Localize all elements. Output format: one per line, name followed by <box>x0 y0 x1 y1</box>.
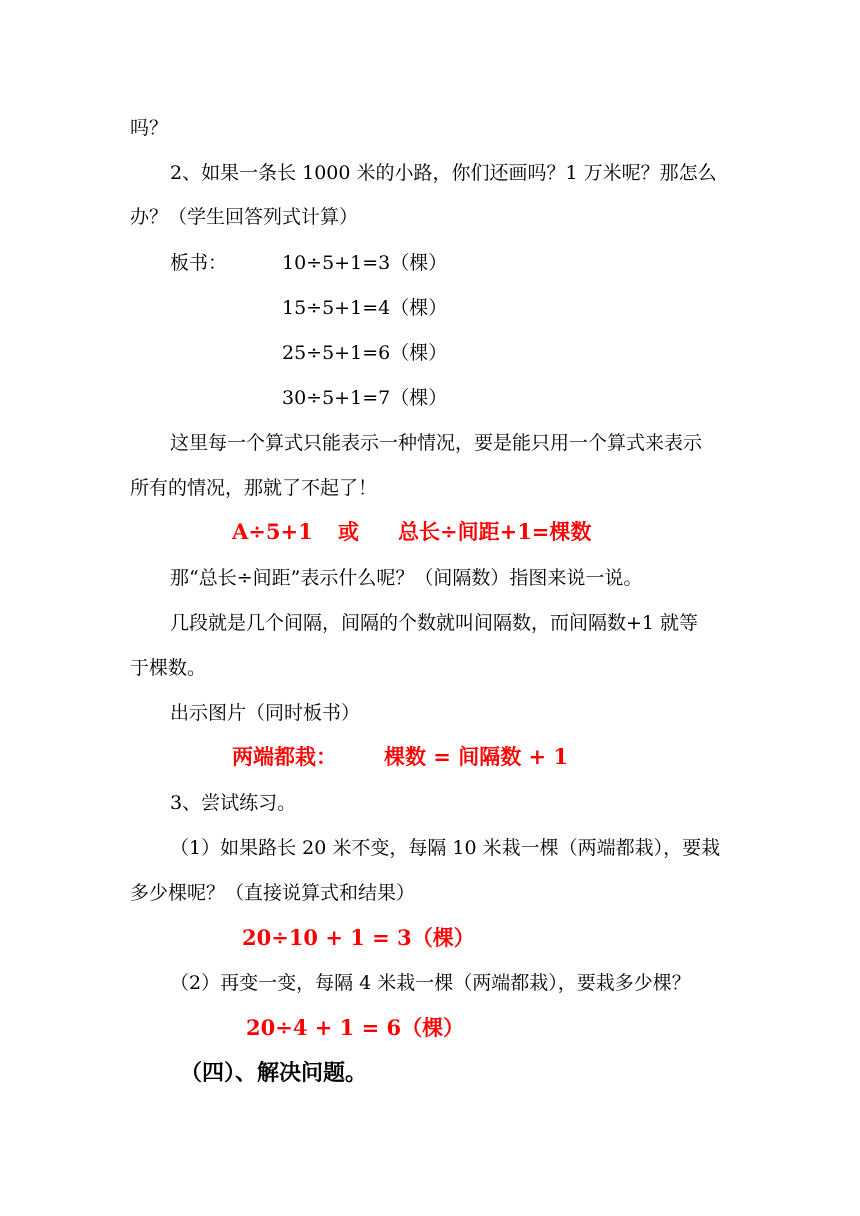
answer-1: 20÷10 + 1 = 3（棵） <box>242 925 475 950</box>
text-line: 2、如果一条长 1000 米的小路，你们还画吗？1 万米呢？那怎么 <box>170 162 717 184</box>
text-line: 吗？ <box>130 117 169 139</box>
rule-formula: 棵数 = 间隔数 + 1 <box>384 744 569 769</box>
text-line: 那“总长÷间距”表示什么呢？（间隔数）指图来说一说。 <box>170 567 643 589</box>
equation: 10÷5+1=3（棵） <box>282 252 448 274</box>
text-line: 几段就是几个间隔，间隔的个数就叫间隔数，而间隔数+1 就等 <box>170 612 699 634</box>
formula-b: 总长÷间距+1=棵数 <box>398 519 592 544</box>
text-line: 多少棵呢？（直接说算式和结果） <box>130 882 416 904</box>
text-line: 3、尝试练习。 <box>170 792 297 814</box>
equation: 15÷5+1=4（棵） <box>282 297 448 319</box>
text-line: 这里每一个算式只能表示一种情况，要是能只用一个算式来表示 <box>170 432 703 454</box>
formula-or: 或 <box>338 519 359 544</box>
rule-label: 两端都栽： <box>232 744 337 769</box>
text-line: 办？（学生回答列式计算） <box>130 206 359 228</box>
text-line: 于棵数。 <box>130 657 207 679</box>
board-label: 板书： <box>170 252 228 274</box>
equation: 30÷5+1=7（棵） <box>282 387 448 409</box>
text-line: （1）如果路长 20 米不变，每隔 10 米栽一棵（两端都栽），要栽 <box>170 837 721 859</box>
equation: 25÷5+1=6（棵） <box>282 342 448 364</box>
text-line: 出示图片（同时板书） <box>170 702 361 724</box>
section-heading: （四）、解决问题。 <box>180 1060 368 1086</box>
text-line: （2）再变一变，每隔 4 米栽一棵（两端都栽），要栽多少棵？ <box>170 972 691 994</box>
text-line: 所有的情况，那就了不起了！ <box>130 477 378 499</box>
answer-2: 20÷4 + 1 = 6（棵） <box>246 1015 465 1040</box>
formula-a: A÷5+1 <box>232 519 313 544</box>
